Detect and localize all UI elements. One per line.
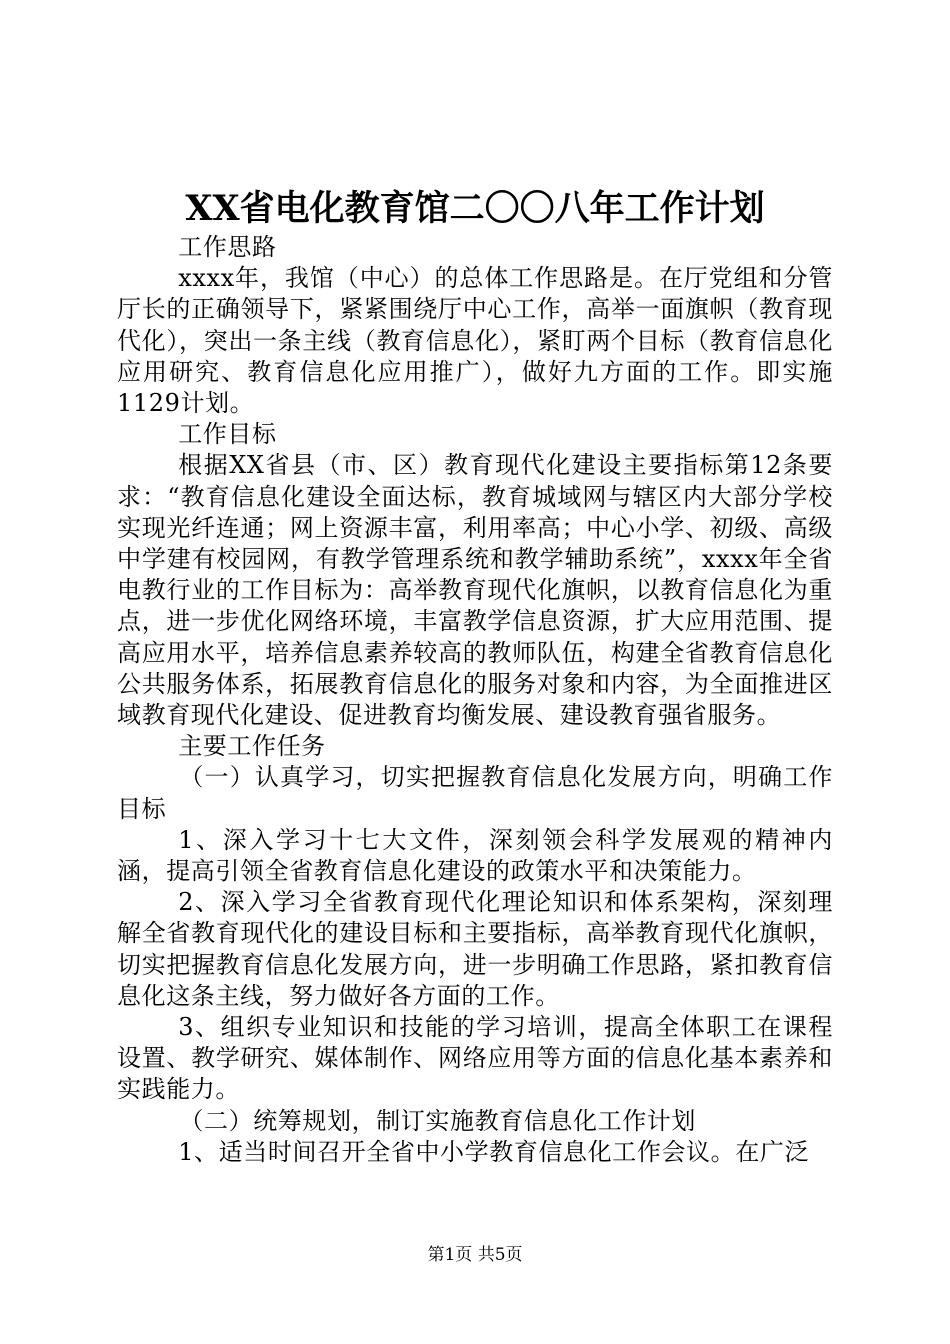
section-heading-work-goals: 工作目标	[178, 420, 277, 449]
section-heading-main-tasks: 主要工作任务	[178, 732, 326, 761]
subsection-heading-study: （一）认真学习，切实把握教育信息化发展方向，明确工作目标	[117, 763, 833, 823]
section-heading-work-approach: 工作思路	[178, 233, 277, 261]
document-body	[117, 232, 833, 1168]
page-title: XX省电化教育馆二〇〇八年工作计划	[185, 188, 765, 229]
paragraph-work-goals: 根据XX省县（市、区）教育现代化建设主要指标第12条要求：“教育信息化建设全面达标，教育城域网与辖区内大部分学校实现光纤连通；网上资源丰富，利用率高；中心小学、初级、高级中学建有校园网，有教学管理系统和教学辅助系统”，xxxx年全省电教行业的工作目标为：高举教育现代化旗帜，以教育信息化为重点，进一步优化网络环境，丰富教学信息资源，扩大应用范围、提高应用水平，培养信息素养较高的教师队伍，构建全省教育信息化公共服务体系，拓展教育信息化的服务对象和内容，为全面推进区域教育现代化建设、促进教育均衡发展、建设教育强省服务。	[117, 451, 833, 730]
paragraph-work-approach: xxxx年，我馆（中心）的总体工作思路是。在厅党组和分管厅长的正确领导下，紧紧围绕厅中心工作，高举一面旗帜（教育现代化），突出一条主线（教育信息化），紧盯两个目标（教育信息化应用研究、教育信息化应用推广），做好九方面的工作。即实施1129计划。	[117, 264, 833, 418]
page-footer: 第1页 共5页	[427, 1245, 523, 1265]
subsection-heading-planning: （二）统筹规划，制订实施教育信息化工作计划	[179, 1106, 696, 1135]
list-item-planning-1: 1、适当时间召开全省中小学教育信息化工作会议。在广泛	[178, 1137, 810, 1166]
list-item-3: 3、组织专业知识和技能的学习培训，提高全体职工在课程设置、教学研究、媒体制作、网络应用等方面的信息化基本素养和实践能力。	[117, 1013, 833, 1104]
list-item-2: 2、深入学习全省教育现代化理论知识和体系架构，深刻理解全省教育现代化的建设目标和主要指标，高举教育现代化旗帜，切实把握教育信息化发展方向，进一步明确工作思路，紧扣教育信息化这条主线，努力做好各方面的工作。	[117, 888, 833, 1010]
list-item-1: 1、深入学习十七大文件，深刻领会科学发展观的精神内涵，提高引领全省教育信息化建设的政策水平和决策能力。	[117, 825, 833, 886]
